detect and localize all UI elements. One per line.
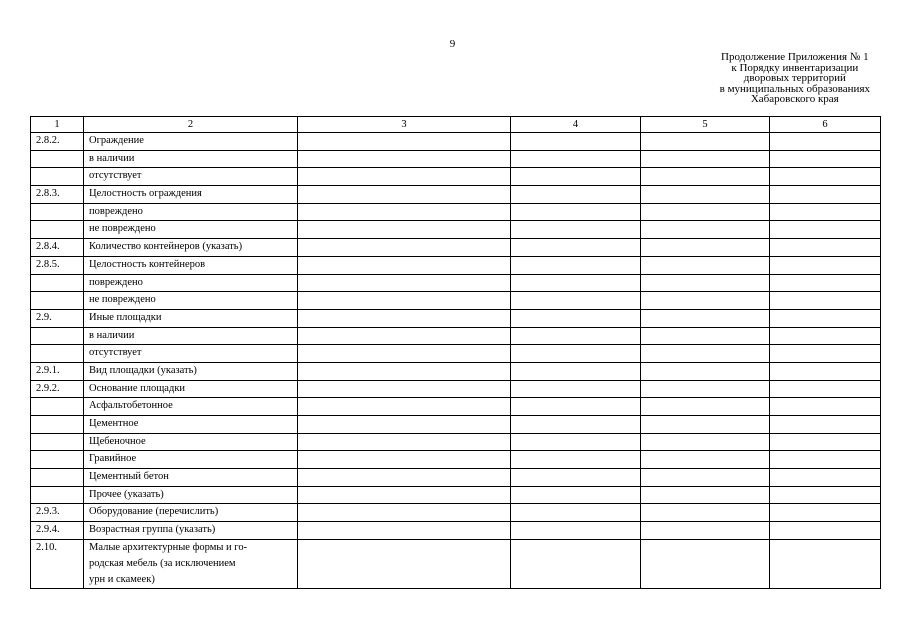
entry-cell-col-6[interactable]	[770, 345, 881, 363]
entry-cell-col-3[interactable]	[298, 168, 511, 186]
table-row	[31, 168, 881, 186]
entry-cell-col-4[interactable]	[511, 345, 641, 363]
entry-cell-col-4[interactable]	[511, 150, 641, 168]
item-label-cell: Целостность ограждения	[84, 186, 298, 204]
header-line: Продолжение Приложения № 1	[721, 51, 869, 63]
entry-cell-col-6[interactable]	[770, 256, 881, 274]
item-number-cell	[31, 203, 84, 221]
entry-cell-col-5[interactable]	[641, 398, 770, 416]
entry-cell-col-4[interactable]	[511, 292, 641, 310]
table-row	[31, 433, 881, 451]
item-number-cell: 2.9.4.	[31, 522, 84, 540]
entry-cell-col-6[interactable]	[770, 133, 881, 151]
entry-cell-col-5[interactable]	[641, 274, 770, 292]
entry-cell-col-3[interactable]	[298, 186, 511, 204]
item-label-cell: повреждено	[84, 274, 298, 292]
entry-cell-col-4[interactable]	[511, 416, 641, 434]
entry-cell-col-6[interactable]	[770, 327, 881, 345]
entry-cell-col-3[interactable]	[298, 416, 511, 434]
item-label-cell: повреждено	[84, 203, 298, 221]
table-row	[31, 133, 881, 151]
entry-cell-col-4[interactable]	[511, 309, 641, 327]
item-label-cell: Цементный бетон	[84, 469, 298, 487]
column-header: 6	[770, 117, 881, 133]
entry-cell-col-6[interactable]	[770, 416, 881, 434]
table-row	[31, 221, 881, 239]
item-number-cell: 2.9.2.	[31, 380, 84, 398]
item-label-cell: не повреждено	[84, 292, 298, 310]
column-header: 3	[298, 117, 511, 133]
entry-cell-col-4[interactable]	[511, 274, 641, 292]
table-row	[31, 186, 881, 204]
item-label-cell: Иные площадки	[84, 309, 298, 327]
item-label-cell: Малые архитектурные формы и го- родская мебель (за исключением урн и скамеек)	[84, 539, 298, 588]
table-row	[31, 150, 881, 168]
item-number-cell	[31, 292, 84, 310]
item-label-cell: отсутствует	[84, 345, 298, 363]
entry-cell-col-4[interactable]	[511, 522, 641, 540]
entry-cell-col-5[interactable]	[641, 539, 770, 588]
entry-cell-col-3[interactable]	[298, 362, 511, 380]
entry-cell-col-5[interactable]	[641, 416, 770, 434]
entry-cell-col-3[interactable]	[298, 203, 511, 221]
entry-cell-col-5[interactable]	[641, 451, 770, 469]
entry-cell-col-5[interactable]	[641, 239, 770, 257]
entry-cell-col-3[interactable]	[298, 150, 511, 168]
entry-cell-col-5[interactable]	[641, 380, 770, 398]
entry-cell-col-4[interactable]	[511, 539, 641, 588]
entry-cell-col-6[interactable]	[770, 398, 881, 416]
entry-cell-col-5[interactable]	[641, 522, 770, 540]
item-label-cell: Щебеночное	[84, 433, 298, 451]
item-label-cell: Цементное	[84, 416, 298, 434]
entry-cell-col-3[interactable]	[298, 256, 511, 274]
entry-cell-col-3[interactable]	[298, 345, 511, 363]
header-line: Хабаровского края	[750, 93, 839, 105]
entry-cell-col-3[interactable]	[298, 451, 511, 469]
entry-cell-col-3[interactable]	[298, 133, 511, 151]
entry-cell-col-5[interactable]	[641, 150, 770, 168]
entry-cell-col-5[interactable]	[641, 486, 770, 504]
item-label-cell: Количество контейнеров (указать)	[84, 239, 298, 257]
entry-cell-col-3[interactable]	[298, 504, 511, 522]
entry-cell-col-6[interactable]	[770, 309, 881, 327]
table-row	[31, 522, 881, 540]
item-label-cell: в наличии	[84, 150, 298, 168]
item-number-cell: 2.10.	[31, 539, 84, 588]
entry-cell-col-4[interactable]	[511, 186, 641, 204]
entry-cell-col-4[interactable]	[511, 504, 641, 522]
entry-cell-col-6[interactable]	[770, 239, 881, 257]
entry-cell-col-6[interactable]	[770, 486, 881, 504]
item-number-cell: 2.8.4.	[31, 239, 84, 257]
entry-cell-col-4[interactable]	[511, 256, 641, 274]
item-label-cell: Прочее (указать)	[84, 486, 298, 504]
entry-cell-col-3[interactable]	[298, 522, 511, 540]
entry-cell-col-6[interactable]	[770, 504, 881, 522]
entry-cell-col-5[interactable]	[641, 133, 770, 151]
item-label-cell: отсутствует	[84, 168, 298, 186]
table-row	[31, 309, 881, 327]
table-row	[31, 203, 881, 221]
table-row	[31, 239, 881, 257]
table-row	[31, 504, 881, 522]
entry-cell-col-4[interactable]	[511, 451, 641, 469]
entry-cell-col-3[interactable]	[298, 398, 511, 416]
entry-cell-col-6[interactable]	[770, 469, 881, 487]
entry-cell-col-6[interactable]	[770, 362, 881, 380]
item-label-cell: Основание площадки	[84, 380, 298, 398]
entry-cell-col-4[interactable]	[511, 398, 641, 416]
table-row	[31, 539, 881, 588]
item-label-cell: Гравийное	[84, 451, 298, 469]
column-header: 4	[511, 117, 641, 133]
entry-cell-col-3[interactable]	[298, 469, 511, 487]
entry-cell-col-3[interactable]	[298, 539, 511, 588]
entry-cell-col-3[interactable]	[298, 309, 511, 327]
entry-cell-col-4[interactable]	[511, 203, 641, 221]
entry-cell-col-6[interactable]	[770, 221, 881, 239]
entry-cell-col-3[interactable]	[298, 239, 511, 257]
entry-cell-col-6[interactable]	[770, 203, 881, 221]
entry-cell-col-3[interactable]	[298, 433, 511, 451]
item-number-cell: 2.9.1.	[31, 362, 84, 380]
header-line: дворовых территорий	[743, 72, 846, 84]
entry-cell-col-4[interactable]	[511, 221, 641, 239]
entry-cell-col-6[interactable]	[770, 522, 881, 540]
entry-cell-col-3[interactable]	[298, 274, 511, 292]
item-number-cell	[31, 486, 84, 504]
item-number-cell: 2.8.5.	[31, 256, 84, 274]
entry-cell-col-5[interactable]	[641, 221, 770, 239]
column-header: 1	[31, 117, 84, 133]
entry-cell-col-4[interactable]	[511, 362, 641, 380]
item-label-cell: Целостность контейнеров	[84, 256, 298, 274]
entry-cell-col-5[interactable]	[641, 292, 770, 310]
entry-cell-col-5[interactable]	[641, 309, 770, 327]
table-row	[31, 416, 881, 434]
item-number-cell	[31, 150, 84, 168]
entry-cell-col-5[interactable]	[641, 362, 770, 380]
item-label-cell: не повреждено	[84, 221, 298, 239]
table-row	[31, 469, 881, 487]
entry-cell-col-6[interactable]	[770, 168, 881, 186]
item-number-cell	[31, 327, 84, 345]
entry-cell-col-5[interactable]	[641, 203, 770, 221]
item-number-cell	[31, 274, 84, 292]
appendix-header	[720, 52, 870, 105]
item-label-cell: Оборудование (перечислить)	[84, 504, 298, 522]
item-label-cell: Ограждение	[84, 133, 298, 151]
table-row	[31, 451, 881, 469]
entry-cell-col-4[interactable]	[511, 168, 641, 186]
table-row	[31, 292, 881, 310]
entry-cell-col-3[interactable]	[298, 380, 511, 398]
item-label-cell: Вид площадки (указать)	[84, 362, 298, 380]
entry-cell-col-5[interactable]	[641, 186, 770, 204]
table-row	[31, 486, 881, 504]
item-number-cell	[31, 469, 84, 487]
entry-cell-col-5[interactable]	[641, 256, 770, 274]
table-header-row	[31, 117, 881, 133]
item-number-cell	[31, 433, 84, 451]
table-row	[31, 398, 881, 416]
item-number-cell	[31, 345, 84, 363]
table-row	[31, 345, 881, 363]
header-line: к Порядку инвентаризации	[731, 61, 859, 74]
inventory-table	[30, 116, 881, 589]
entry-cell-col-6[interactable]	[770, 274, 881, 292]
entry-cell-col-4[interactable]	[511, 433, 641, 451]
table-row	[31, 380, 881, 398]
entry-cell-col-3[interactable]	[298, 221, 511, 239]
item-number-cell: 2.8.2.	[31, 133, 84, 151]
entry-cell-col-6[interactable]	[770, 186, 881, 204]
item-label-cell: в наличии	[84, 327, 298, 345]
entry-cell-col-5[interactable]	[641, 469, 770, 487]
entry-cell-col-3[interactable]	[298, 327, 511, 345]
entry-cell-col-6[interactable]	[770, 292, 881, 310]
column-header: 5	[641, 117, 770, 133]
table-row	[31, 362, 881, 380]
item-number-cell	[31, 221, 84, 239]
item-number-cell	[31, 416, 84, 434]
item-label-cell: Возрастная группа (указать)	[84, 522, 298, 540]
item-number-cell	[31, 168, 84, 186]
entry-cell-col-4[interactable]	[511, 133, 641, 151]
item-number-cell: 2.9.3.	[31, 504, 84, 522]
page-number: 9	[449, 38, 456, 50]
entry-cell-col-4[interactable]	[511, 469, 641, 487]
item-number-cell	[31, 451, 84, 469]
entry-cell-col-6[interactable]	[770, 150, 881, 168]
entry-cell-col-6[interactable]	[770, 380, 881, 398]
table-row	[31, 274, 881, 292]
entry-cell-col-5[interactable]	[641, 345, 770, 363]
entry-cell-col-5[interactable]	[641, 433, 770, 451]
column-header: 2	[84, 117, 298, 133]
entry-cell-col-5[interactable]	[641, 168, 770, 186]
entry-cell-col-3[interactable]	[298, 292, 511, 310]
entry-cell-col-4[interactable]	[511, 486, 641, 504]
entry-cell-col-5[interactable]	[641, 327, 770, 345]
table-row	[31, 256, 881, 274]
entry-cell-col-3[interactable]	[298, 486, 511, 504]
table-row	[31, 327, 881, 345]
item-number-cell: 2.9.	[31, 309, 84, 327]
entry-cell-col-6[interactable]	[770, 433, 881, 451]
entry-cell-col-4[interactable]	[511, 327, 641, 345]
item-number-cell	[31, 398, 84, 416]
item-number-cell: 2.8.3.	[31, 186, 84, 204]
entry-cell-col-4[interactable]	[511, 380, 641, 398]
entry-cell-col-4[interactable]	[511, 239, 641, 257]
entry-cell-col-5[interactable]	[641, 504, 770, 522]
header-line: в муниципальных образованиях	[719, 82, 870, 95]
entry-cell-col-6[interactable]	[770, 539, 881, 588]
entry-cell-col-6[interactable]	[770, 451, 881, 469]
item-label-cell: Асфальтобетонное	[84, 398, 298, 416]
table-body	[31, 133, 881, 589]
